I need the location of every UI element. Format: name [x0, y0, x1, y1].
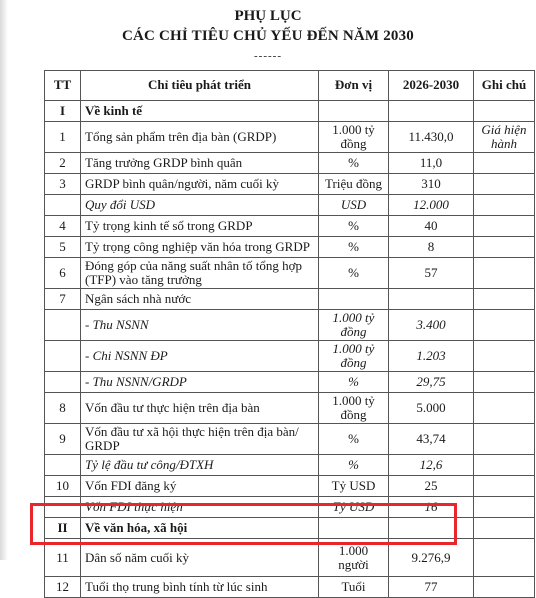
column-header-unit: Đơn vị [319, 71, 389, 101]
document-subtitle: CÁC CHỈ TIÊU CHỦ YẾU ĐẾN NĂM 2030 [121, 28, 415, 44]
row-value: 8 [389, 237, 474, 258]
table-row [45, 577, 535, 598]
row-indicator: - Thu NSNN/GRDP [81, 372, 319, 393]
table-row [45, 216, 535, 237]
row-indicator: Đóng góp của năng suất nhân tố tổng hợp (TFP) vào tăng trưởng [81, 258, 319, 289]
row-tt [45, 341, 81, 372]
row-value [389, 289, 474, 310]
row-value: 25 [389, 476, 474, 497]
row-value: 3.400 [389, 310, 474, 341]
indicators-table [44, 70, 535, 598]
title-separator: ------ [254, 50, 282, 62]
row-tt: 4 [45, 216, 81, 237]
row-indicator: Về kinh tế [81, 101, 319, 122]
row-unit: USD [319, 195, 389, 216]
table-row [45, 289, 535, 310]
row-note [474, 424, 535, 455]
row-indicator: Vốn đầu tư thực hiện trên địa bàn [81, 393, 319, 424]
row-unit: Tuổi [319, 577, 389, 598]
row-note [474, 539, 535, 577]
row-tt: 3 [45, 174, 81, 195]
column-header-note: Ghi chú [474, 71, 535, 101]
row-indicator: GRDP bình quân/người, năm cuối kỳ [81, 174, 319, 195]
row-tt: 2 [45, 153, 81, 174]
row-indicator: Tỷ lệ đầu tư công/ĐTXH [81, 455, 319, 476]
row-tt: 8 [45, 393, 81, 424]
row-unit: 1.000 tỷ đồng [319, 122, 389, 153]
row-tt [45, 372, 81, 393]
row-value: 9.276,9 [389, 539, 474, 577]
table-row [45, 174, 535, 195]
row-indicator: - Thu NSNN [81, 310, 319, 341]
row-unit: % [319, 372, 389, 393]
row-note [474, 518, 535, 539]
row-tt [45, 195, 81, 216]
column-header-indicator: Chỉ tiêu phát triển [81, 71, 319, 101]
column-header-period: 2026-2030 [389, 71, 474, 101]
row-note [474, 341, 535, 372]
row-note [474, 237, 535, 258]
row-note [474, 195, 535, 216]
row-tt: 5 [45, 237, 81, 258]
row-value: 12.000 [389, 195, 474, 216]
row-value: 43,74 [389, 424, 474, 455]
row-note [474, 289, 535, 310]
row-note [474, 101, 535, 122]
row-value: 16 [389, 497, 474, 518]
row-unit: % [319, 153, 389, 174]
row-value: 29,75 [389, 372, 474, 393]
row-unit: Tỷ USD [319, 476, 389, 497]
row-note [474, 372, 535, 393]
row-note: Giá hiện hành [474, 122, 535, 153]
row-unit: Triệu đồng [319, 174, 389, 195]
row-value: 11,0 [389, 153, 474, 174]
row-unit: Tỷ USD [319, 497, 389, 518]
row-note [474, 455, 535, 476]
row-value: 57 [389, 258, 474, 289]
row-note [474, 476, 535, 497]
row-tt: 11 [45, 539, 81, 577]
row-tt [45, 310, 81, 341]
page-edge-shadow [0, 0, 8, 560]
row-indicator: Tỷ trọng kinh tế số trong GRDP [81, 216, 319, 237]
row-indicator: Tổng sản phẩm trên địa bàn (GRDP) [81, 122, 319, 153]
row-indicator: Ngân sách nhà nước [81, 289, 319, 310]
row-note [474, 577, 535, 598]
table-row [45, 497, 535, 518]
table-row [45, 258, 535, 289]
row-indicator: Quy đổi USD [81, 195, 319, 216]
row-value: 11.430,0 [389, 122, 474, 153]
row-value: 12,6 [389, 455, 474, 476]
row-indicator: Vốn đầu tư xã hội thực hiện trên địa bàn/ GRDP [81, 424, 319, 455]
row-tt [45, 497, 81, 518]
table-row [45, 372, 535, 393]
row-indicator: Vốn FDI thực hiện [81, 497, 319, 518]
row-note [474, 497, 535, 518]
table-row [45, 237, 535, 258]
row-value: 40 [389, 216, 474, 237]
row-note [474, 310, 535, 341]
row-value: 310 [389, 174, 474, 195]
section-row-culture-society [45, 518, 535, 539]
row-indicator: Tuổi thọ trung bình tính từ lúc sinh [81, 577, 319, 598]
row-tt: 1 [45, 122, 81, 153]
row-unit [319, 289, 389, 310]
table-row [45, 424, 535, 455]
row-note [474, 393, 535, 424]
table-row-highlighted [45, 539, 535, 577]
row-value: 5.000 [389, 393, 474, 424]
row-tt: 10 [45, 476, 81, 497]
row-unit: 1.000 tỷ đồng [319, 341, 389, 372]
row-unit: 1.000 tỷ đồng [319, 310, 389, 341]
section-row-economy [45, 101, 535, 122]
row-unit: 1.000 tỷ đồng [319, 393, 389, 424]
row-note [474, 258, 535, 289]
row-tt: I [45, 101, 81, 122]
row-note [474, 153, 535, 174]
row-note [474, 174, 535, 195]
row-unit: 1.000 người [319, 539, 389, 577]
table-row [45, 476, 535, 497]
row-tt: 6 [45, 258, 81, 289]
table-row [45, 153, 535, 174]
row-tt [45, 455, 81, 476]
row-tt: 9 [45, 424, 81, 455]
column-header-tt: TT [45, 71, 81, 101]
row-unit [319, 101, 389, 122]
row-unit: % [319, 258, 389, 289]
table-row [45, 341, 535, 372]
row-unit: % [319, 455, 389, 476]
row-indicator: Dân số năm cuối kỳ [81, 539, 319, 577]
row-value: 77 [389, 577, 474, 598]
document-title: PHỤ LỤC [234, 8, 302, 24]
table-row [45, 393, 535, 424]
row-value [389, 518, 474, 539]
table-row [45, 122, 535, 153]
row-indicator: Tỷ trọng công nghiệp văn hóa trong GRDP [81, 237, 319, 258]
row-tt: 7 [45, 289, 81, 310]
row-unit [319, 518, 389, 539]
row-unit: % [319, 237, 389, 258]
row-value: 1.203 [389, 341, 474, 372]
row-indicator: Về văn hóa, xã hội [81, 518, 319, 539]
table-header-row [45, 71, 535, 101]
row-note [474, 216, 535, 237]
row-indicator: Tăng trưởng GRDP bình quân [81, 153, 319, 174]
row-tt: II [45, 518, 81, 539]
row-value [389, 101, 474, 122]
table-row [45, 310, 535, 341]
row-unit: % [319, 424, 389, 455]
table-row [45, 195, 535, 216]
row-indicator: - Chi NSNN ĐP [81, 341, 319, 372]
row-indicator: Vốn FDI đăng ký [81, 476, 319, 497]
table-row [45, 455, 535, 476]
row-tt: 12 [45, 577, 81, 598]
row-unit: % [319, 216, 389, 237]
